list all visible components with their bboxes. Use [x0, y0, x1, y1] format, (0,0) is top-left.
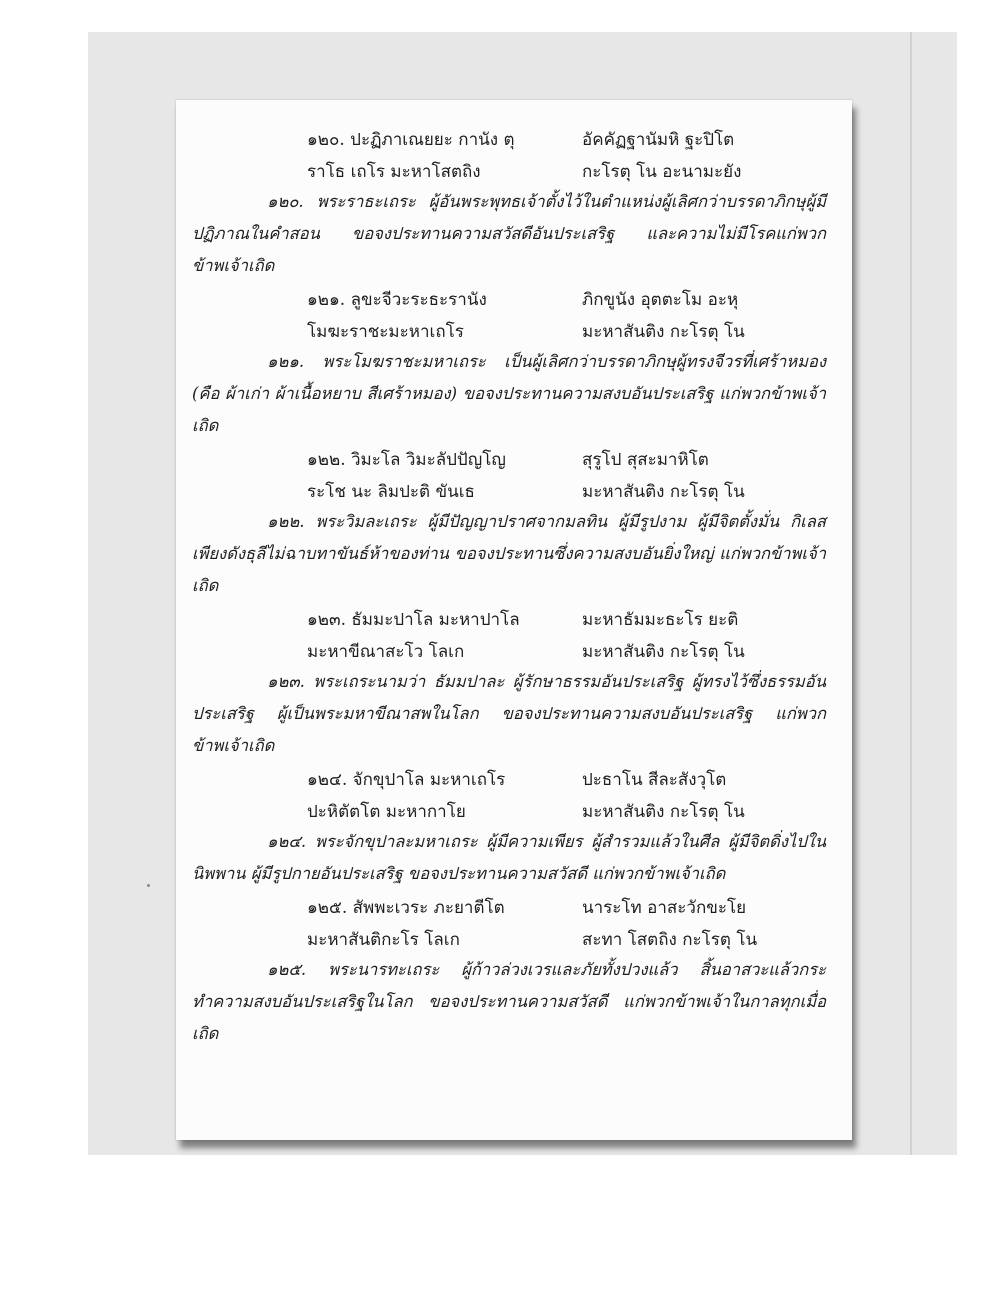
- pali-line: [192, 634, 826, 666]
- pali-line-right: ปะธาโน สีละสังวุโต: [582, 770, 727, 790]
- pali-line-left: ปะหิตัตโต มะหากาโย: [307, 802, 466, 822]
- pali-line: [192, 922, 826, 954]
- pali-line: [192, 602, 826, 634]
- verse-block-121: [192, 282, 826, 442]
- thai-translation: ๑๒๕. พระนารทะเถระ ผู้ก้าวล่วงเวรและภัยทั้งปวงแล้ว สิ้นอาสวะแล้วกระทำความสงบอันประเสริฐในโลก ขอจงประทานความสวัสดี แก่พวกข้าพเจ้าในกาลทุกเมื่อเถิด: [192, 960, 826, 1043]
- pali-line: [192, 442, 826, 474]
- pali-line-left: ๑๒๔. จักขุปาโล มะหาเถโร: [307, 770, 506, 790]
- pali-line-right: มะหาสันติง กะโรตุ โน: [582, 802, 745, 822]
- pali-line: [192, 314, 826, 346]
- pali-line-left: ราโธ เถโร มะหาโสตถิง: [307, 162, 481, 182]
- pali-line: [192, 794, 826, 826]
- page-content: [192, 122, 826, 1050]
- verse-block-120: [192, 122, 826, 282]
- thai-translation: ๑๒๑. พระโมฆราชะมหาเถระ เป็นผู้เลิศกว่าบรรดาภิกษุผู้ทรงจีวรที่เศร้าหมอง (คือ ผ้าเก่า ผ้าเนื้อหยาบ สีเศร้าหมอง) ขอจงประทานความสงบอันประเสริฐ แก่พวกข้าพเจ้าเถิด: [192, 352, 826, 435]
- speck: [147, 884, 150, 887]
- thai-translation: ๑๒๓. พระเถระนามว่า ธัมมปาละ ผู้รักษาธรรมอันประเสริฐ ผู้ทรงไว้ซึ่งธรรมอันประเสริฐ ผู้เป็นพระมหาขีณาสพในโลก ขอจงประทานความสงบอันประเสริฐ แก่พวกข้าพเจ้าเถิด: [192, 672, 826, 755]
- book-page: [176, 100, 852, 1140]
- pali-line: [192, 762, 826, 794]
- pali-line: [192, 154, 826, 186]
- pali-line-left: ๑๒๒. วิมะโล วิมะลัปปัญโญ: [307, 450, 506, 470]
- verse-block-123: [192, 602, 826, 762]
- pali-line-right: อัคคัฏฐานัมหิ ฐะปิโต: [582, 130, 735, 150]
- pali-line: [192, 474, 826, 506]
- verse-block-122: [192, 442, 826, 602]
- pali-line-left: ๑๒๕. สัพพะเวระ ภะยาตีโต: [307, 898, 505, 918]
- thai-translation: ๑๒๔. พระจักขุปาละมหาเถระ ผู้มีความเพียร ผู้สำรวมแล้วในศีล ผู้มีจิตดิ่งไปในนิพพาน ผู้มีรูปกายอันประเสริฐ ขอจงประทานความสวัสดี แก่พวกข้าพเจ้าเถิด: [192, 832, 826, 883]
- pali-line-left: มะหาสันติกะโร โลเก: [307, 930, 460, 950]
- pali-line: [192, 890, 826, 922]
- scanner-edge-line: [910, 32, 912, 1155]
- pali-line-right: นาระโท อาสะวักขะโย: [582, 898, 747, 918]
- pali-line-left: ระโช นะ ลิมปะติ ขันเธ: [307, 482, 475, 502]
- thai-translation: ๑๒๐. พระราธะเถระ ผู้อันพระพุทธเจ้าตั้งไว้ในตำแหน่งผู้เลิศกว่าบรรดาภิกษุผู้มีปฏิภาณในคำสอน ขอจงประทานความสวัสดีอันประเสริฐ และความไม่มีโรคแก่พวกข้าพเจ้าเถิด: [192, 192, 826, 275]
- verse-block-125: [192, 890, 826, 1050]
- verse-block-124: [192, 762, 826, 890]
- pali-line-right: สุรูโป สุสะมาหิโต: [582, 450, 709, 470]
- pali-line-right: กะโรตุ โน อะนามะยัง: [582, 162, 742, 182]
- pali-line-right: มะหาธัมมะธะโร ยะติ: [582, 610, 739, 630]
- pali-line-left: มะหาขีณาสะโว โลเก: [307, 642, 465, 662]
- pali-line-right: ภิกขูนัง อุตตะโม อะหุ: [582, 290, 739, 310]
- pali-line-left: ๑๒๑. ลูขะจีวะระธะรานัง: [307, 290, 487, 310]
- thai-translation: ๑๒๒. พระวิมละเถระ ผู้มีปัญญาปราศจากมลทิน ผู้มีรูปงาม ผู้มีจิตตั้งมั่น กิเลสเพียงดังธุลีไม่ฉาบทาขันธ์ห้าของท่าน ขอจงประทานซึ่งความสงบอันยิ่งใหญ่ แก่พวกข้าพเจ้าเถิด: [192, 512, 826, 595]
- pali-line-right: มะหาสันติง กะโรตุ โน: [582, 322, 745, 342]
- pali-line-left: ๑๒๐. ปะฏิภาเณยยะ กานัง ตุ: [307, 130, 515, 150]
- pali-line-left: โมฆะราชะมะหาเถโร: [307, 322, 464, 342]
- pali-line-right: มะหาสันติง กะโรตุ โน: [582, 482, 745, 502]
- pali-line: [192, 122, 826, 154]
- pali-line: [192, 282, 826, 314]
- pali-line-right: สะทา โสตถิง กะโรตุ โน: [582, 930, 758, 950]
- pali-line-left: ๑๒๓. ธัมมะปาโล มะหาปาโล: [307, 610, 520, 630]
- pali-line-right: มะหาสันติง กะโรตุ โน: [582, 642, 745, 662]
